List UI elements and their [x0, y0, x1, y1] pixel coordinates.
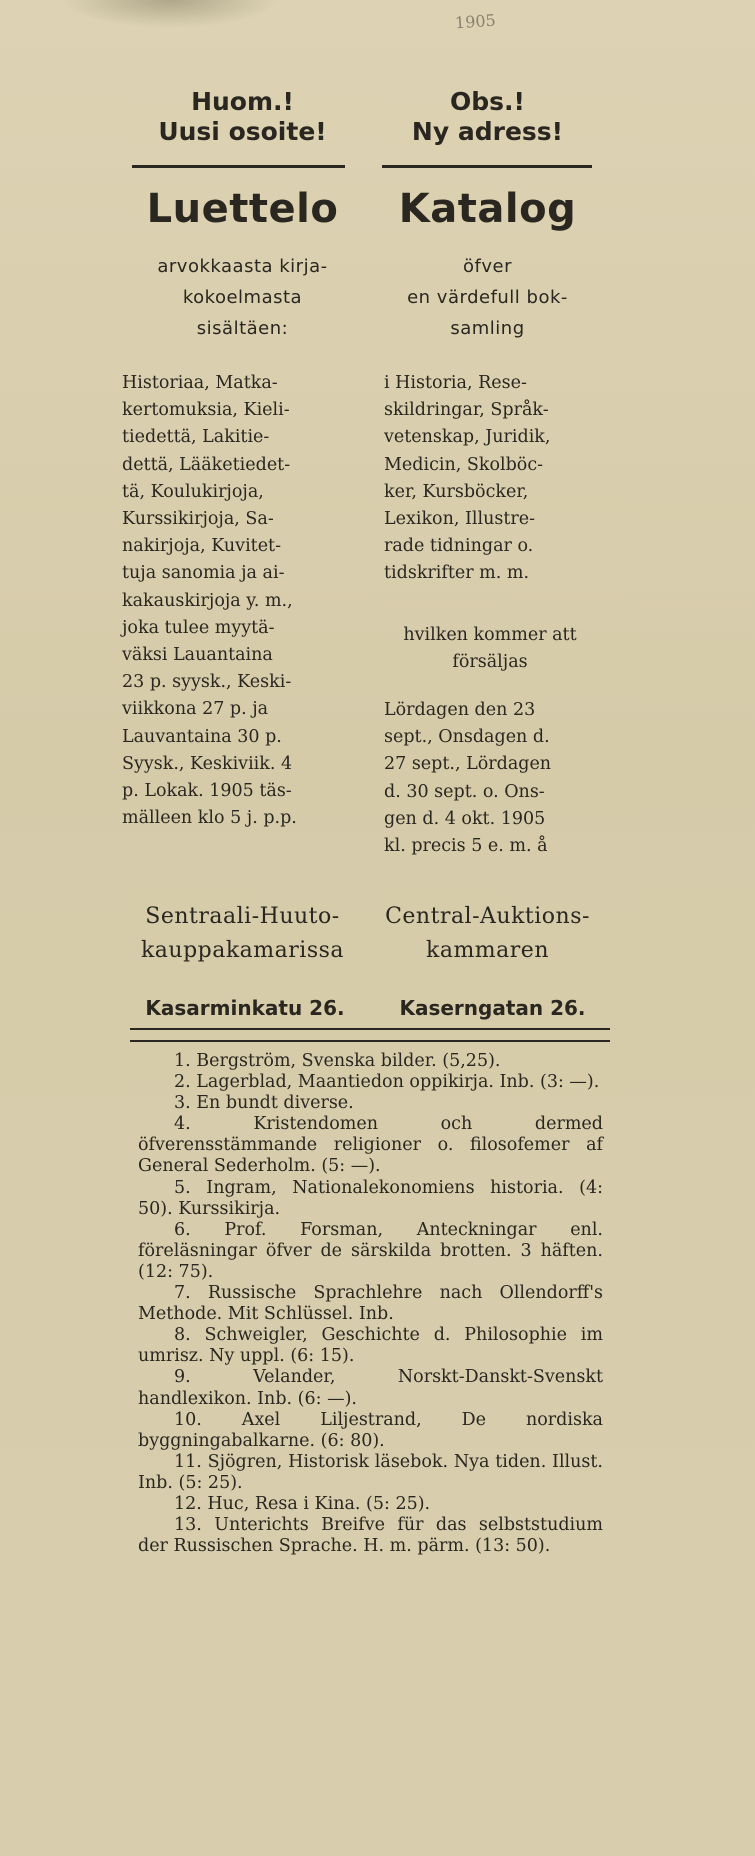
left-venue: Sentraali-Huuto- kauppakamarissa	[140, 904, 345, 963]
list-item: 3. En bundt diverse.	[174, 1093, 354, 1114]
list-item: 5. Ingram, Nationalekonomiens historia. (4: 50). Kurssikirja.	[138, 1177, 603, 1219]
right-body-b: Lördagen den 23 sept., Onsdagen d. 27 sept., Lördagen d. 30 sept. o. Ons- gen d. 4 okt. 1905 kl. precis 5 e. m. å	[384, 700, 552, 857]
list-item: 8. Schweigler, Geschichte d. Philosophie im umrisz. Ny uppl. (6: 15).	[138, 1325, 603, 1367]
list-item: 6. Prof. Forsman, Anteckningar enl. föreläsningar öfver de särskilda brotten. 3 häften. (12: 75).	[138, 1219, 603, 1282]
list-item: 2. Lagerblad, Maantiedon oppikirja. Inb. (3: —).	[174, 1072, 600, 1093]
list-item: 4. Kristendomen och dermed öfverensstämmande religioner o. filosofemer af General Sederholm. (5: —).	[138, 1114, 603, 1177]
list-item: 13. Unterichts Breifve für das selbststudium der Russischen Sprache. H. m. pärm. (13: 50).	[138, 1515, 603, 1557]
left-body: Historiaa, Matka- kertomuksia, Kieli- tiedettä, Lakitie- dettä, Lääketiedet- tä, Koulukirjoja, Kurssikirjoja, Sa- nakirjoja, Kuvitet- tuja sanomia ja ai- kakauskirjoja y. m., joka tulee myytä- väksi Lauantaina 23 p. syysk., Keski- viikkona 27 p. ja Lauvantaina 30 p. Syysk., Keskiviik. 4 p. Lokak. 1905 täs- mälleen klo 5 j. p.p.	[122, 373, 297, 829]
paper-stain	[60, 0, 280, 28]
list-item: 9. Velander, Norskt-Danskt-Svenskt handlexikon. Inb. (6: —).	[138, 1367, 603, 1409]
right-body-a: i Historia, Rese- skildringar, Språk- vetenskap, Juridik, Medicin, Skolböc- ker, Kursböcker, Lexikon, Illustre- rade tidningar o. tidskrifter m. m.	[384, 373, 551, 584]
book-list	[138, 1051, 603, 1557]
right-venue: Central-Auktions- kammaren	[385, 904, 590, 963]
list-item: 12. Huc, Resa i Kina. (5: 25).	[174, 1493, 431, 1514]
double-rule	[130, 1028, 610, 1042]
handwritten-year: 1905	[454, 10, 497, 33]
left-subtitle: arvokkaasta kirja- kokoelmasta sisältäen:	[157, 256, 328, 339]
left-title: Luettelo	[146, 186, 339, 232]
list-item: 10. Axel Liljestrand, De nordiska byggningabalkarne. (6: 80).	[138, 1409, 603, 1451]
list-item: 7. Russische Sprachlehre nach Ollendorff's Methode. Mit Schlüssel. Inb.	[138, 1283, 603, 1325]
right-address: Kaserngatan 26.	[399, 996, 586, 1020]
left-address: Kasarminkatu 26.	[145, 996, 345, 1020]
list-item: 11. Sjögren, Historisk läsebok. Nya tiden. Illust. Inb. (5: 25).	[138, 1451, 603, 1493]
list-item: 1. Bergström, Svenska bilder. (5,25).	[174, 1051, 501, 1071]
right-middle: hvilken kommer att försäljas	[403, 625, 577, 672]
right-header-rule	[382, 165, 592, 168]
right-title: Katalog	[398, 186, 577, 232]
left-notice: Huom.! Uusi osoite!	[158, 87, 327, 146]
left-header-rule	[132, 165, 345, 168]
right-subtitle: öfver en värdefull bok- samling	[407, 256, 568, 339]
right-notice: Obs.! Ny adress!	[411, 87, 564, 146]
